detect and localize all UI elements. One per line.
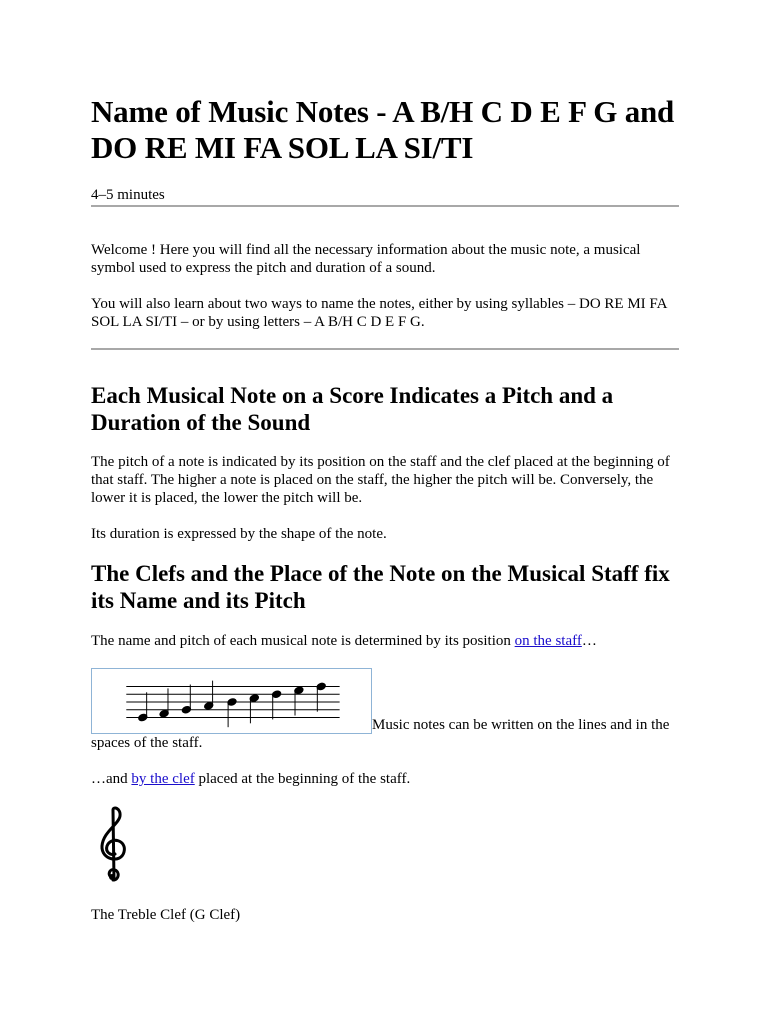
clef-paragraph-text-end: placed at the beginning of the staff. [194,771,411,787]
section-heading-pitch: Each Musical Note on a Score Indicates a Pitch and a Duration of the Sound [91,383,614,435]
divider [91,205,679,207]
clef-caption: The Treble Clef (G Clef) [91,907,241,923]
article [91,94,679,924]
divider-2 [91,348,679,350]
section-heading-clefs: The Clefs and the Place of the Note on the Musical Staff fix its Name and its Pitch [91,561,670,613]
duration-paragraph: Its duration is expressed by the shape of the note. [91,526,387,542]
staff-caption: Music notes can be written on the lines and in the spaces of the staff. [91,717,670,751]
clef-paragraph [91,770,679,788]
clef-paragraph-text: …and [91,771,132,787]
name-paragraph [91,632,679,650]
article-title: Name of Music Notes - A B/H C D E F G and DO RE MI FA SOL LA SI/TI [91,94,675,165]
intro-paragraph: Welcome ! Here you will find all the necessary information about the music note, a musical symbol used to express the pitch and duration of a sound. [91,242,641,276]
staff-notes-image [91,668,372,734]
name-paragraph-ellipsis: … [581,633,597,649]
intro-paragraph-2: You will also learn about two ways to name the notes, either by using syllables – DO RE MI FA SOL LA SI/TI – or by using letters – A B/H C D E F G. [91,296,667,330]
by-the-clef-link[interactable]: by the clef [131,771,195,787]
on-the-staff-link[interactable]: on the staff [514,633,582,649]
pitch-paragraph: The pitch of a note is indicated by its position on the staff and the clef placed at the beginning of that staff. The higher a note is placed on the staff, the higher the pitch will be. Conversely, the lower it is placed, the lower the pitch will be. [91,454,670,506]
read-time: 4–5 minutes [91,187,165,203]
staff-figure [91,668,679,752]
treble-clef-icon [91,806,135,886]
name-paragraph-text: The name and pitch of each musical note is determined by its position [91,633,515,649]
